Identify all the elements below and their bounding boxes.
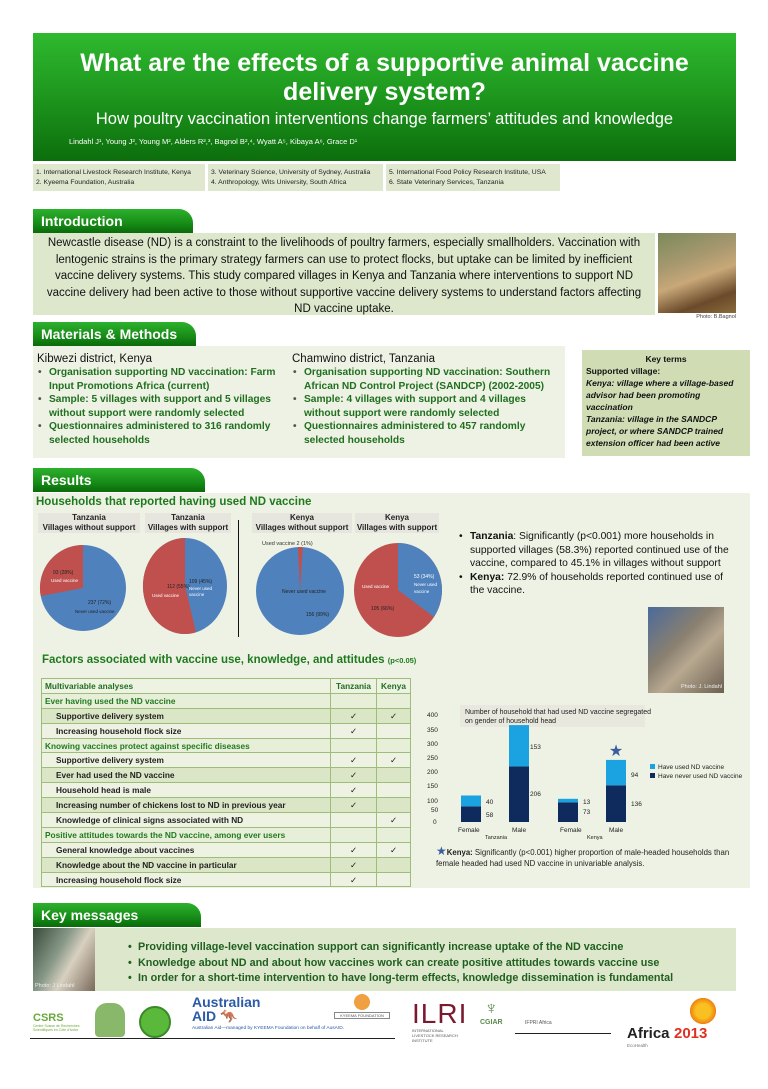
svg-text:40: 40 — [486, 799, 494, 806]
csrs-logo: CSRS Centre Suisse de Recherches Scientifiques en Côte d'Ivoire — [33, 1012, 80, 1032]
table-row: Increasing household flock size ✓ — [42, 723, 411, 738]
affiliation-box-2 — [208, 164, 383, 191]
table-row: Increasing household flock size ✓ — [42, 872, 411, 887]
table-row: Supportive delivery system ✓ ✓ — [42, 753, 411, 768]
svg-text:150: 150 — [427, 783, 438, 790]
svg-text:vaccine: vaccine — [414, 589, 430, 594]
methods-item: • Sample: 5 villages with support and 5 villages without support were randomly selected — [37, 393, 287, 420]
poster-title: What are the effects of a supportive animal vaccine delivery system? — [80, 49, 689, 106]
factors-heading — [42, 654, 416, 666]
methods-item: • Organisation supporting ND vaccination: Farm Input Promotions Africa (current) — [37, 366, 287, 393]
table-row: Knowledge of clinical signs associated with ND ✓ — [42, 813, 411, 828]
key-terms-box — [582, 350, 750, 456]
svg-text:★: ★ — [608, 743, 624, 760]
section-tab-results: Results — [33, 468, 205, 492]
svg-text:136: 136 — [631, 801, 642, 808]
pie-title: Tanzania Villages with support — [145, 513, 231, 533]
table-row: Knowing vaccines protect against specific diseases — [42, 738, 411, 753]
svg-text:Male: Male — [609, 827, 624, 834]
section-tab-introduction: Introduction — [33, 209, 193, 233]
svg-text:Kenya: Kenya — [587, 835, 603, 841]
key-terms-tanzania: Tanzania: village in the SANDCP project, or where SANDCP trained extension officer had been active — [586, 414, 724, 448]
poster-subtitle: How poultry vaccination interventions change farmers’ attitudes and knowledge — [95, 110, 674, 128]
pie-label-used-vaccine: Used vaccine 2 (1%) — [262, 541, 313, 547]
key-message: • In order for a short-time intervention to have long-term effects, knowledge dissemination is fundamental — [128, 971, 728, 987]
affiliation: 6. State Veterinary Services, Tanzania — [389, 179, 504, 186]
table-row: Positive attitudes towards the ND vaccine, among ever users — [42, 827, 411, 842]
pie-chart-tanzania-without-support — [38, 543, 128, 633]
rooster-photo — [33, 928, 95, 991]
svg-text:vaccine: vaccine — [189, 592, 205, 597]
svg-text:300: 300 — [427, 741, 438, 748]
methods-tanzania — [292, 353, 557, 447]
key-message: • Knowledge about ND and about how vaccines work can create positive attitudes towards vaccine use — [128, 956, 728, 972]
svg-text:Have used ND vaccine: Have used ND vaccine — [658, 764, 725, 771]
svg-text:50: 50 — [431, 807, 439, 814]
svg-text:0: 0 — [433, 819, 437, 826]
section-tab-key-messages: Key messages — [33, 903, 201, 927]
affiliation: 3. Veterinary Science, University of Sydney, Australia — [211, 169, 371, 176]
sun-icon — [690, 998, 716, 1024]
photo-caption: Photo: J. Lindahl — [681, 684, 722, 690]
table-header-row: Multivariable analyses Tanzania Kenya — [42, 679, 411, 694]
svg-text:105 (66%): 105 (66%) — [371, 606, 395, 612]
africa-2013-logo: Africa 2013 EcoHealth — [627, 1025, 708, 1048]
svg-text:400: 400 — [427, 712, 438, 719]
affiliation: 2. Kyeema Foundation, Australia — [36, 179, 135, 186]
svg-text:Used vaccine: Used vaccine — [152, 593, 180, 598]
svg-text:109 (45%): 109 (45%) — [189, 579, 213, 585]
methods-kenya — [37, 353, 287, 447]
svg-text:53 (34%): 53 (34%) — [414, 574, 435, 580]
svg-text:Have never used ND vaccine: Have never used ND vaccine — [658, 773, 743, 780]
kyeema-logo: KYEEMA FOUNDATION — [334, 994, 390, 1024]
affiliation-box-3 — [386, 164, 560, 191]
svg-text:206: 206 — [530, 791, 541, 798]
pie-chart-kenya-with-support — [352, 540, 444, 640]
svg-text:Female: Female — [458, 827, 480, 834]
svg-text:Never used: Never used — [414, 582, 438, 587]
affiliation: 4. Anthropology, Wits University, South Africa — [211, 179, 347, 186]
pie-title: Tanzania Villages without support — [38, 513, 140, 533]
methods-kenya-title: Kibwezi district, Kenya — [37, 353, 153, 365]
svg-text:on gender of household head: on gender of household head — [465, 718, 557, 725]
key-terms-label: Supported village: — [586, 366, 661, 376]
svg-text:73: 73 — [583, 809, 591, 816]
svg-text:Used vaccine: Used vaccine — [51, 578, 79, 583]
chickens-village-photo — [658, 233, 736, 313]
table-row: Ever had used the ND vaccine ✓ — [42, 768, 411, 783]
key-messages-list — [128, 940, 728, 987]
section-tab-methods: Materials & Methods — [33, 322, 196, 346]
svg-text:Never used vaccine: Never used vaccine — [282, 589, 326, 595]
pies-heading: Households that reported having used ND vaccine — [36, 496, 312, 508]
svg-text:156 (99%): 156 (99%) — [306, 612, 330, 618]
stacked-bar-chart — [420, 700, 745, 845]
svg-text:112 (55%): 112 (55%) — [167, 584, 190, 590]
star-icon: ★ — [436, 844, 447, 858]
results-bullet-kenya: • Kenya: 72.9% of households reported continued use of the vaccine. — [458, 571, 738, 598]
australian-aid-logo: Australian AID 🦘 Australian Aid—managed by KYEEMA Foundation on behalf of AusAID. — [192, 994, 344, 1031]
photo-caption: Photo: J Lindahl — [35, 983, 75, 989]
methods-item: • Questionnaires administered to 457 randomly selected households — [292, 420, 557, 447]
round-logo — [139, 1006, 171, 1038]
hen-photo — [648, 607, 724, 693]
photo-caption: Photo: B.Bagnol — [696, 314, 736, 320]
methods-tanzania-title: Chamwino district, Tanzania — [292, 353, 435, 365]
footer-divider — [515, 1033, 611, 1034]
pie-divider — [238, 520, 239, 637]
methods-item: • Questionnaires administered to 316 randomly selected households — [37, 420, 287, 447]
table-row: Ever having used the ND vaccine — [42, 693, 411, 708]
svg-text:200: 200 — [427, 769, 438, 776]
svg-text:237 (72%): 237 (72%) — [88, 600, 112, 606]
svg-text:94: 94 — [631, 772, 639, 779]
bar-chart-note: ★Kenya: Significantly (p<0.001) higher proportion of male-headed households than female headed had used ND vaccine in univariable analysis. — [436, 844, 730, 868]
table-row: General knowledge about vaccines ✓ ✓ — [42, 842, 411, 857]
poster-header — [33, 33, 736, 161]
svg-text:Female: Female — [560, 827, 582, 834]
pie-chart-kenya-without-support — [255, 546, 345, 636]
factors-p-value: (p<0.05) — [387, 656, 417, 665]
affiliation-box-1 — [33, 164, 205, 191]
table-row: Increasing number of chickens lost to ND in previous year ✓ — [42, 798, 411, 813]
methods-item: • Sample: 4 villages with support and 4 villages without support were randomly selected — [292, 393, 557, 420]
pie-title: Kenya Villages without support — [252, 513, 352, 533]
authors: Lindahl J¹, Young J², Young M², Alders R²,³, Bagnol B²,⁴, Wyatt A⁵, Kibaya A⁶, Grace D¹ — [69, 137, 358, 146]
affiliation: 5. International Food Policy Research Institute, USA — [389, 169, 546, 176]
key-message: • Providing village-level vaccination support can significantly increase uptake of the ND vaccine — [128, 940, 728, 956]
table-row: Household head is male ✓ — [42, 783, 411, 798]
ifpri-logo: IFPRI Africa — [525, 1020, 552, 1026]
svg-text:Used vaccine: Used vaccine — [362, 584, 390, 589]
factors-heading-text: Factors associated with vaccine use, knowledge, and attitudes — [42, 654, 385, 666]
svg-text:350: 350 — [427, 727, 438, 734]
institute-logo — [95, 1003, 125, 1037]
svg-text:Never used: Never used — [189, 586, 213, 591]
svg-text:58: 58 — [486, 812, 494, 819]
svg-text:153: 153 — [530, 744, 541, 751]
pie-title: Kenya Villages with support — [356, 513, 438, 532]
svg-text:93 (28%): 93 (28%) — [53, 570, 74, 576]
results-bullet-tanzania: • Tanzania: Significantly (p<0.001) more households in supported villages (58.3%) reported continued use of the vaccine, compared to 45.1% in villages without support — [458, 530, 738, 571]
cgiar-logo: ♆ CGIAR — [480, 998, 503, 1026]
table-row: Knowledge about the ND vaccine in particular ✓ — [42, 857, 411, 872]
affiliation: 1. International Livestock Research Institute, Kenya — [36, 169, 191, 176]
svg-text:13: 13 — [583, 799, 591, 806]
key-terms-title: Key terms — [645, 354, 687, 364]
key-terms-kenya: Kenya: village where a village-based advisor had been promoting vaccination — [586, 378, 734, 412]
pie-chart-tanzania-with-support — [140, 536, 230, 636]
footer-divider — [30, 1038, 395, 1039]
ilri-logo: ILRI INTERNATIONAL LIVESTOCK RESEARCH INSTITUTE — [412, 998, 468, 1043]
methods-item: • Organisation supporting ND vaccination: Southern African ND Control Project (SANDCP) (2002-2005) — [292, 366, 557, 393]
svg-text:Number of household that had u: Number of household that had used ND vaccine segregated — [465, 709, 652, 716]
svg-text:Male: Male — [512, 827, 527, 834]
svg-text:Never used vaccine: Never used vaccine — [75, 609, 115, 614]
svg-text:Tanzania: Tanzania — [485, 835, 508, 841]
kangaroo-icon: 🦘 — [220, 1008, 238, 1024]
introduction-text: Newcastle disease (ND) is a constraint to the livelihoods of poultry farmers, especially smallholders. Vaccination with lentogenic strains is the primary strategy farmers can use to protect flocks, but uptake can be limited by inefficient vaccine delivery systems. This study compared villages in Kenya and Tanzania where interventions to support ND vaccine delivery had been active to those without supportive vaccine delivery systems to understand factors affecting ND vaccine uptake. — [33, 233, 655, 315]
results-bullets — [458, 530, 738, 598]
svg-text:250: 250 — [427, 755, 438, 762]
factors-table — [41, 678, 411, 887]
svg-text:100: 100 — [427, 798, 438, 805]
table-row: Supportive delivery system ✓ ✓ — [42, 708, 411, 723]
